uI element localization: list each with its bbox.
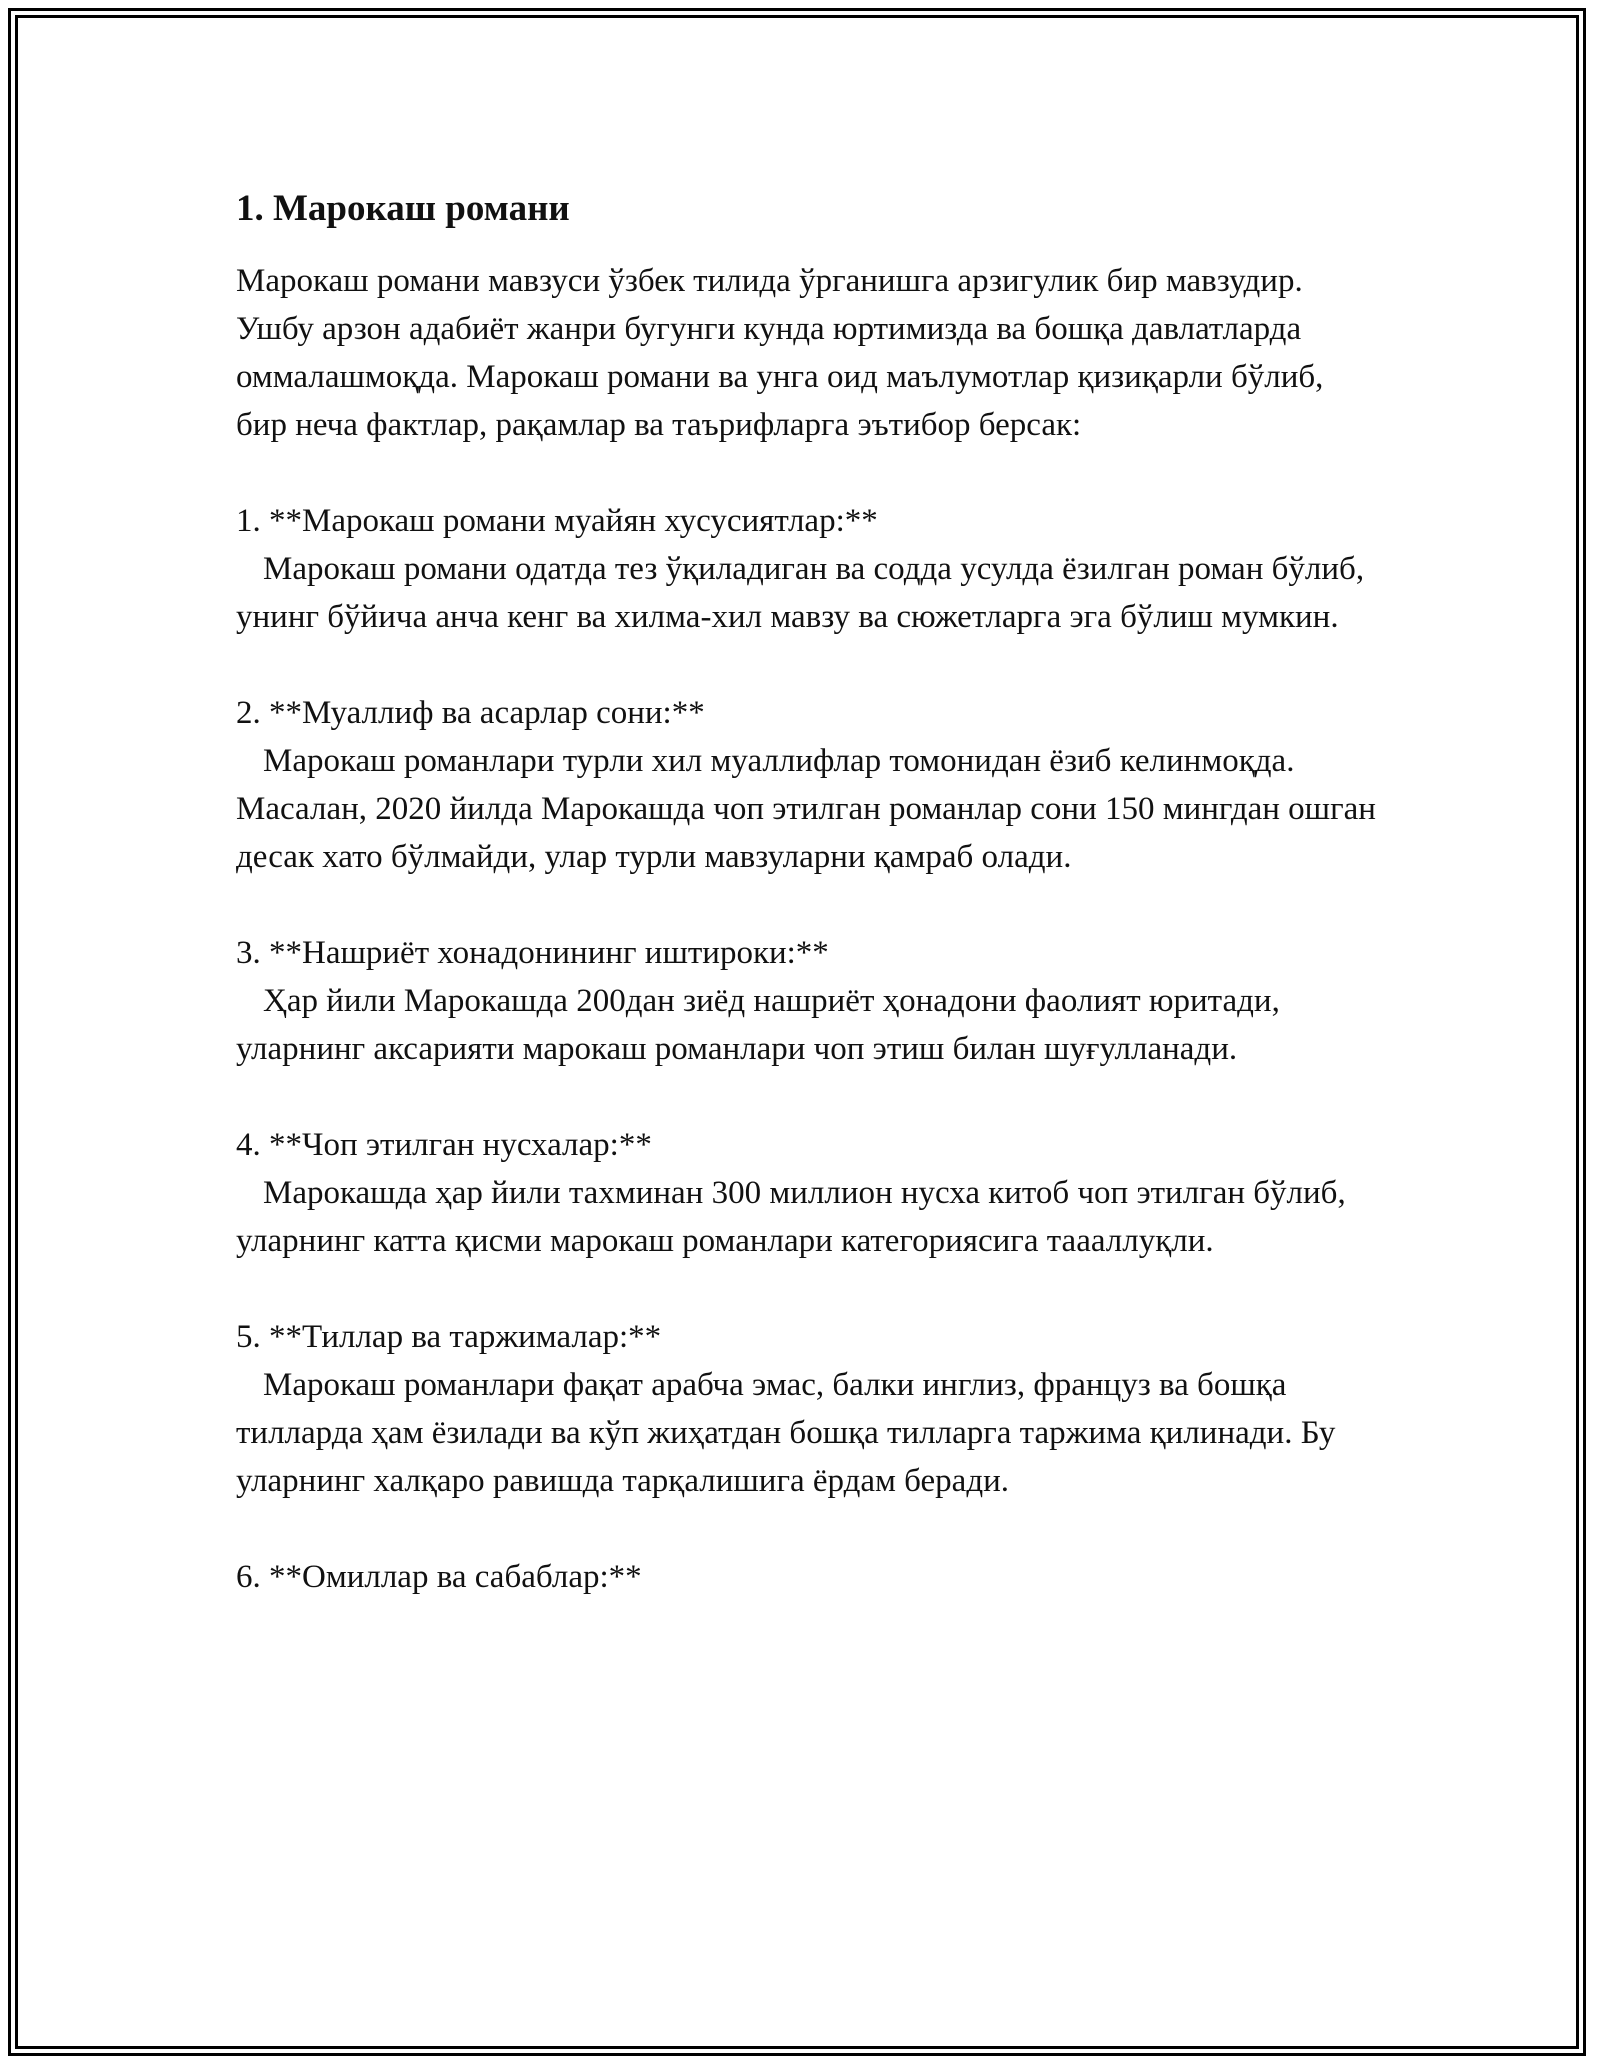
list-item-title: 6. **Омиллар ва сабаблар:** bbox=[236, 1559, 642, 1595]
list-item bbox=[236, 1313, 1376, 1505]
list-item-body: Ҳар йили Марокашда 200дан зиёд нашриёт ҳонадони фаолият юритади, уларнинг аксарияти марокаш романлари чоп этиш билан шуғулланади. bbox=[236, 983, 1280, 1067]
list-item-body: Марокаш романи одатда тез ўқиладиган ва содда усулда ёзилган роман бўлиб, унинг бўйича анча кенг ва хилма-хил мавзу ва сюжетларга эга бўлиш мумкин. bbox=[236, 551, 1365, 635]
spacer bbox=[236, 641, 1376, 689]
list-item bbox=[236, 497, 1376, 641]
spacer bbox=[236, 881, 1376, 929]
list-item-title: 3. **Нашриёт хонадонининг иштироки:** bbox=[236, 935, 829, 971]
spacer bbox=[236, 1505, 1376, 1553]
list-item-title: 4. **Чоп этилган нусхалар:** bbox=[236, 1127, 652, 1163]
spacer bbox=[236, 1265, 1376, 1313]
spacer bbox=[236, 1073, 1376, 1121]
section-heading: 1. Марокаш романи bbox=[236, 188, 570, 229]
list-item-body: Марокаш романлари турли хил муаллифлар томонидан ёзиб келинмоқда. Масалан, 2020 йилда Марокашда чоп этилган романлар сони 150 мингдан ошган десак хато бўлмайди, улар турли мавзуларни қамраб олади. bbox=[236, 743, 1376, 875]
spacer bbox=[236, 449, 1376, 497]
intro-paragraph: Марокаш романи мавзуси ўзбек тилида ўрганишга арзигулик бир мавзудир. Ушбу арзон адабиёт жанри бугунги кунда юртимизда ва бошқа давлатларда оммалашмоқда. Марокаш романи ва унга оид маълумотлар қизиқарли бўлиб, бир неча фактлар, рақамлар ва таърифларга эътибор берсак: bbox=[236, 263, 1332, 443]
list-item-title: 2. **Муаллиф ва асарлар сони:** bbox=[236, 695, 705, 731]
list-item bbox=[236, 1553, 1376, 1601]
list-item-title: 5. **Тиллар ва таржималар:** bbox=[236, 1319, 662, 1355]
list-item bbox=[236, 1121, 1376, 1265]
list-item-title: 1. **Марокаш романи муайян хусусиятлар:** bbox=[236, 503, 878, 539]
list-item bbox=[236, 689, 1376, 881]
document-body bbox=[236, 185, 1376, 1601]
list-item-body: Марокашда ҳар йили тахминан 300 миллион нусха китоб чоп этилган бўлиб, уларнинг катта қисми марокаш романлари категориясига таааллуқли. bbox=[236, 1175, 1346, 1259]
list-item-body: Марокаш романлари фақат арабча эмас, балки инглиз, француз ва бошқа тилларда ҳам ёзилади ва кўп жиҳатдан бошқа тилларга таржима қилинади. Бу уларнинг халқаро равишда тарқалишига ёрдам беради. bbox=[236, 1367, 1336, 1499]
list-item bbox=[236, 929, 1376, 1073]
